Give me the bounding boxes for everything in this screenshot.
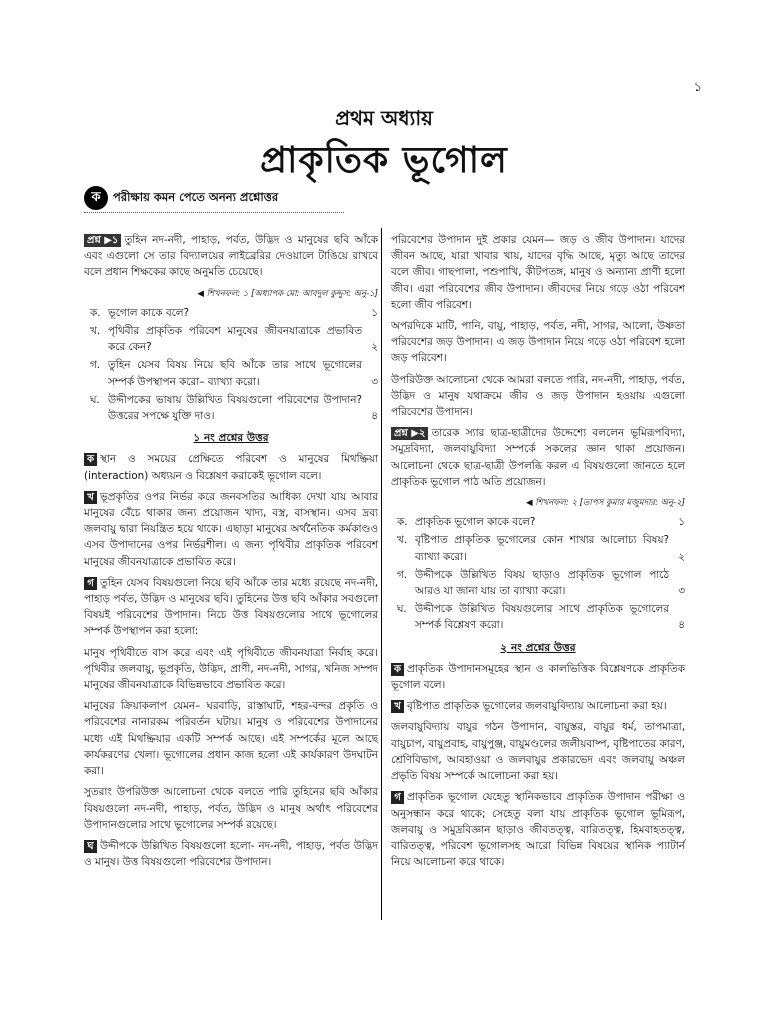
sub-question: খ. পৃথিবীর প্রাকৃতিক পরিবেশ মানুষের জীবনযাত্রাকে প্রভাবিত করে কেন? ২ [90,325,378,354]
answer-ka: ক স্থান ও সময়ের প্রেক্ষিতে পরিবেশ ও মানুষের মিথষ্ক্রিয়া (interaction) অধ্যয়ন ও বিশ্লেষণ করাকেই ভূগোল বলে। [84,453,378,482]
section-heading-text: পরীক্ষায় কমন পেতে অনন্য প্রশ্নোত্তর [113,189,279,204]
answer-letter: ঘ [84,840,97,853]
sub-question: ক. প্রাকৃতিক ভূগোল কাকে বলে? ১ [397,516,685,529]
right-column [391,232,685,875]
section-rule [84,212,344,213]
sub-question: ক. ভূগোল কাকে বলে? ১ [90,306,378,319]
question-source: ◀ শিখনফল: ১ [অধ্যাপক মো: আবদুল কুদ্দুস: অনু-১] [197,288,378,299]
column-divider [381,228,382,920]
sub-question: খ. বৃষ্টিপাত প্রাকৃতিক ভূগোলের কোন শাখার আলোচ্য বিষয়? ব্যাখ্যা করো। ২ [397,534,685,563]
answer-kha: খ বৃষ্টিপাত প্রাকৃতিক ভূগোলের জলবায়ুবিদ্যায় আলোচনা করা হয়। [391,698,685,714]
answer-ga: গ প্রাকৃতিক ভূগোল যেহেতু স্থানিকভাবে প্রাকৃতিক উপাদান পরীক্ষা ও অনুসন্ধান করে থাকে; সেহেতু বলা যায় প্রাকৃতিক ভূগোল ভূমিরূপ, জলবায়ু ও সমুদ্রবিজ্ঞান ছাড়াও জীবতত্ত্ব, বারিতত্ত্ব, হিমবাহতত্ত্ব, বারিতত্ত্ব, পরিবেশ ভূগোলসহ আরো বিভিন্ন বিষয়ের স্থানিক প্যাটার্ন নিয়ে আলোচনা করে থাকে। [391,791,685,869]
sub-question: ঘ. উদ্দীপকে উল্লিখিত বিষয়গুলোর সাথে প্রাকৃতিক ভূগোলের সম্পর্ক বিশ্লেষণ করো। ৪ [397,603,685,632]
question-tag: প্রশ্ন ▶২ [391,427,428,440]
question-2 [391,425,685,490]
question-stem: তারেক স্যার ছাত্র-ছাত্রীদের উদ্দেশ্যে বললেন ভূমিরূপবিদ্যা, সমুদ্রবিদ্যা, জলবায়ুবিদ্যা সম্পর্কে সকলের জ্ঞান থাকা প্রয়োজন। আলোচনা থেকে ছাত্র-ছাত্রী উপলব্ধি করল এ বিষয়গুলো জানতে হলে প্রাকৃতিক ভূগোল পাঠ অতি প্রয়োজন। [391,427,685,488]
sub-question: গ. তুহিন যেসব বিষয় নিয়ে ছবি আঁকে তার সাথে ভূগোলের সম্পর্ক উপস্থাপন করো– ব্যাখ্যা করো। ৩ [90,359,378,388]
question-tag: প্রশ্ন ▶১ [84,234,121,247]
left-column [84,232,378,875]
answer-heading: ১ নং প্রশ্নের উত্তর [193,432,269,445]
paragraph: উপরিউক্ত আলোচনা থেকে আমরা বলতে পারি, নদ-নদী, পাহাড়, পর্বত, উদ্ভিদ ও মানুষ যথাক্রমে জীব ও জড় উপাদান হওয়ায় এগুলো পরিবেশের উপাদান। [391,373,685,419]
paragraph: মানুষ পৃথিবীতে বাস করে এবং এই পৃথিবীতে জীবনযাত্রা নির্বাহ করে। পৃথিবীর জলবায়ু, ভূপ্রকৃতি, উদ্ভিদ, প্রাণী, নদ-নদী, সাগর, খনিজ সম্পদ মানুষের জীবনযাত্রাকে বিভিন্নভাবে প্রভাবিত করে। [84,646,378,692]
answer-letter: গ [391,791,404,804]
chapter-label: প্রথম অধ্যায় [335,106,433,130]
answer-letter: ক [391,663,404,676]
paragraph: অপরদিকে মাটি, পানি, বায়ু, পাহাড়, পর্বত, নদী, সাগর, আলো, উষ্ণতা পরিবেশের জড় উপাদান। এ জড় উপাদান নিয়ে গড়ে ওঠা পরিবেশ হলো জড় পরিবেশ। [391,320,685,365]
answer-kha: খ ভূপ্রকৃতির ওপর নির্ভর করে জনবসতির আধিক্য দেখা যায় আবার মানুষের বেঁচে থাকার জন্য প্রয়োজন খাদ্য, বস্ত্র, বাসস্থান। এসব দ্রব্য জলবায়ু দ্বারা নিয়ন্ত্রিত হয়ে থাকে। এছাড়া মানুষের অর্থনৈতিক কর্মকাণ্ডও এসব উপাদানের ওপর নির্ভরশীল। এ জন্য পৃথিবীর প্রাকৃতিক পরিবেশ মানুষের জীবনযাত্রাকে প্রভাবিত করে। [84,490,378,568]
answer-letter: ক [84,453,97,466]
sub-question: ঘ. উদ্দীপকের ভাষায় উল্লিখিত বিষয়গুলো পরিবেশের উপাদান? উত্তরের সপক্ষে যুক্তি দাও। ৪ [90,393,378,423]
paragraph: সুতরাং উপরিউক্ত আলোচনা থেকে বলতে পারি তুহিনের ছবি আঁকার বিষয়গুলো নদ-নদী, পাহাড়, পর্বত, উদ্ভিদ ও মানুষ অর্থাৎ পরিবেশের উপাদানগুলোর সাথে ভূগোলের সম্পর্ক রয়েছে। [84,786,378,831]
answer-ga: গ তুহিন যেসব বিষয়গুলো নিয়ে ছবি আঁকে তার মধ্যে রয়েছে নদ-নদী, পাহাড় পর্বত, উদ্ভিদ ও মানুষের ছবি। তুহিনের উত্ত ছবি আঁকার সবগুলো বিষয়ই পরিবেশের উপাদান। নিচে উত্ত বিষয়গুলোর সাথে ভূগোলের সম্পর্ক উপস্থাপন করা হলো: [84,576,378,638]
section-heading [84,186,278,210]
question-source: ◀ শিখনফল: ২ [তাপস কুমার মজুমদার: অনু-২] [525,498,685,509]
answer-letter: গ [84,577,97,590]
question-stem: তুহিন নদ-নদী, পাহাড়, পর্বত, উদ্ভিদ ও মানুষের ছবি আঁকে এবং এগুলো সে তার বিদ্যালয়ের লাইব্রেরির দেওয়ালে টাঙিয়ে রাখবে বলে প্রধান শিক্ষকের কাছে অনুমতি চেয়েছে। [84,234,378,279]
answer-letter: খ [84,491,97,504]
sub-question: গ. উদ্দীপকে উল্লিখিত বিষয় ছাড়াও প্রাকৃতিক ভূগোল পাঠে আরও যা জানা যায় তা ব্যাখ্যা করো। ৩ [397,568,685,598]
paragraph: মানুষের ক্রিয়াকলাপ যেমন– ঘরবাড়ি, রাস্তাঘাট, শহর-বন্দর প্রকৃতি ও পরিবেশের নানারকম পরিবর্তন ঘটায়। মানুষ ও পরিবেশের উপাদানের মধ্যে এই মিথষ্ক্রিয়ার একটি সম্পর্ক আছে। এই সম্পর্কের মূলে আছে কার্যকরণের খেলা। ভূগোলের প্রধান কাজ হলো এই কার্যকারণ উদঘাটন করা। [84,700,378,778]
question-1 [84,232,378,281]
answer-gha: ঘ উদ্দীপকে উল্লিখিত বিষয়গুলো হলো- নদ-নদী, পাহাড়, পর্বত উদ্ভিদ ও মানুষ। উত্ত বিষয়গুলো পরিবেশের উপাদান। [84,839,378,869]
page-title: প্রাকৃতিক ভূগোল [260,140,508,181]
section-logo-icon: ক [84,186,108,210]
answer-heading: ২ নং প্রশ্নের উত্তর [500,641,576,654]
answer-ka: ক প্রাকৃতিক উপাদানসমূহের স্থান ও কালভিত্তিক বিশ্লেষণকে প্রাকৃতিক ভূগোল বলে। [391,662,685,692]
paragraph: পরিবেশের উপাদান দুই প্রকার যেমন— জড় ও জীব উপাদান। যাদের জীবন আছে, যারা খাবার খায়, যাদের বৃদ্ধি আছে, মৃত্যু আছে তাদের বলে জীব। গাছপালা, পশুপাখি, কীটপতঙ্গ, মানুষ ও অন্যান্য প্রাণী হলো জীব। এরা পরিবেশের জীব উপাদান। জীবদের নিয়ে গড়ে ওঠা পরিবেশ হলো জীব পরিবেশ। [391,234,685,311]
answer-letter: খ [391,700,404,713]
page-number: ১ [693,80,702,95]
paragraph: জলবায়ুবিদ্যায় বায়ুর গঠন উপাদান, বায়ুস্তর, বায়ুর ধর্ম, তাপমাত্রা, বায়ুচাপ, বায়ুপ্রবাহ, বায়ুপুঞ্জ, বায়ুমণ্ডলের জলীয়বাষ্প, বৃষ্টিপাতের কারণ, শ্রেণিবিভাগ, আবহাওয়া ও জলবায়ুর প্রকারভেদ এবং জলবায়ু অঞ্চল প্রভৃতি বিষয় সম্পর্কে আলোচনা করা হয়। [391,721,685,783]
